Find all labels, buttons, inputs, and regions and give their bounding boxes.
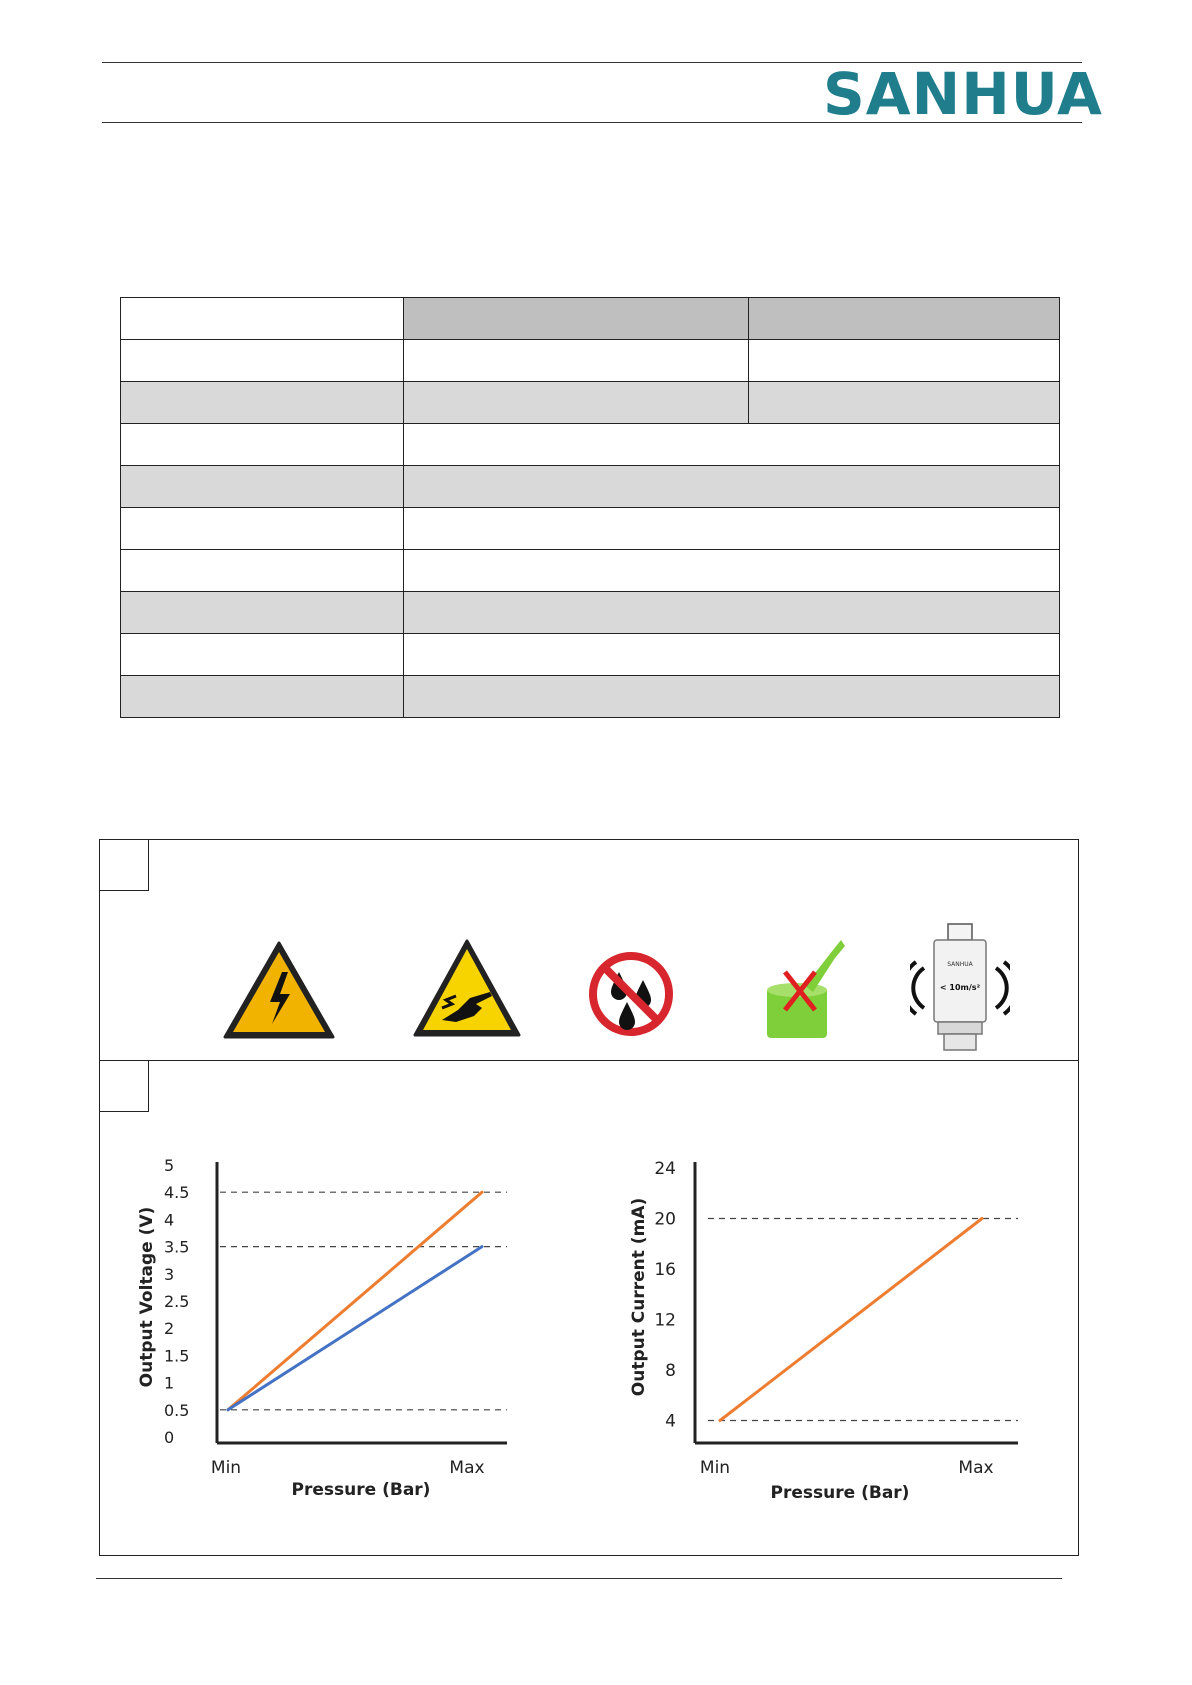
x-tick-label: Min bbox=[699, 1458, 731, 1478]
y-axis-label: Output Current (mA) bbox=[629, 1197, 649, 1397]
electric-shock-warning-icon bbox=[222, 940, 336, 1040]
no-liquid-icon bbox=[587, 950, 675, 1038]
y-tick-label: 4 bbox=[164, 1210, 175, 1230]
x-axis-label: Pressure (Bar) bbox=[291, 1480, 431, 1500]
table-cell bbox=[404, 634, 1060, 676]
y-axis-label: Output Voltage (V) bbox=[137, 1206, 157, 1388]
table-cell bbox=[121, 298, 404, 340]
table-cell bbox=[121, 634, 404, 676]
table-row bbox=[121, 676, 1060, 718]
brand-logo: SANHUA bbox=[823, 60, 1103, 128]
table-cell bbox=[121, 424, 404, 466]
table-cell bbox=[404, 550, 1060, 592]
section-number-box-2 bbox=[99, 1060, 149, 1112]
table-cell bbox=[404, 382, 749, 424]
y-tick-label: 20 bbox=[654, 1209, 676, 1230]
section-number-box-1 bbox=[99, 839, 149, 891]
x-tick-label: Min bbox=[210, 1458, 242, 1478]
table-row bbox=[121, 508, 1060, 550]
y-tick-label: 2 bbox=[164, 1319, 175, 1339]
current-chart bbox=[620, 1140, 1020, 1510]
table-cell bbox=[121, 592, 404, 634]
table-row bbox=[121, 424, 1060, 466]
y-tick-label: 12 bbox=[654, 1310, 676, 1331]
table-row bbox=[121, 340, 1060, 382]
table-cell bbox=[404, 298, 749, 340]
table-cell bbox=[749, 298, 1060, 340]
table-row bbox=[121, 466, 1060, 508]
x-axis-label: Pressure (Bar) bbox=[770, 1483, 910, 1503]
vibration-limit-label: < 10m/s² bbox=[939, 983, 981, 992]
x-tick-label: Max bbox=[958, 1458, 994, 1478]
y-tick-label: 3 bbox=[164, 1264, 175, 1284]
y-tick-label: 24 bbox=[654, 1159, 676, 1179]
table-cell bbox=[749, 382, 1060, 424]
x-tick-label: Max bbox=[449, 1458, 485, 1478]
table-cell bbox=[404, 466, 1060, 508]
y-tick-label: 16 bbox=[654, 1260, 676, 1280]
table-cell bbox=[121, 676, 404, 718]
table-row bbox=[121, 634, 1060, 676]
header-bottom-rule bbox=[102, 122, 1082, 123]
y-tick-label: 8 bbox=[665, 1361, 676, 1381]
y-tick-label: 1 bbox=[164, 1373, 175, 1393]
table-cell bbox=[404, 340, 749, 382]
table-row bbox=[121, 592, 1060, 634]
table-cell bbox=[404, 592, 1060, 634]
table-cell bbox=[404, 676, 1060, 718]
vibration-limit-icon bbox=[910, 922, 1010, 1054]
table-row bbox=[121, 550, 1060, 592]
hand-injury-warning-icon bbox=[412, 938, 522, 1038]
y-tick-label: 5 bbox=[164, 1156, 175, 1175]
table-row bbox=[121, 298, 1060, 340]
y-tick-label: 4 bbox=[665, 1411, 676, 1432]
table-cell bbox=[121, 340, 404, 382]
series-line bbox=[720, 1219, 982, 1421]
y-tick-label: 1.5 bbox=[164, 1346, 190, 1366]
y-tick-label: 0.5 bbox=[164, 1400, 190, 1420]
y-tick-label: 0 bbox=[164, 1428, 175, 1447]
table-cell bbox=[121, 508, 404, 550]
table-cell bbox=[121, 466, 404, 508]
y-tick-label: 3.5 bbox=[164, 1237, 190, 1257]
table-cell bbox=[121, 382, 404, 424]
voltage-chart bbox=[130, 1140, 520, 1510]
y-tick-label: 4.5 bbox=[164, 1183, 190, 1203]
footer-rule bbox=[96, 1578, 1062, 1579]
series-line bbox=[228, 1247, 482, 1410]
y-tick-label: 2.5 bbox=[164, 1292, 190, 1311]
table-cell bbox=[121, 550, 404, 592]
table-cell bbox=[404, 508, 1060, 550]
sensor-brand-text: SANHUA bbox=[947, 961, 973, 968]
table-row bbox=[121, 382, 1060, 424]
no-painting-icon bbox=[765, 940, 847, 1040]
spec-table bbox=[120, 297, 1060, 718]
table-cell bbox=[749, 340, 1060, 382]
table-cell bbox=[404, 424, 1060, 466]
series-line bbox=[228, 1192, 482, 1410]
